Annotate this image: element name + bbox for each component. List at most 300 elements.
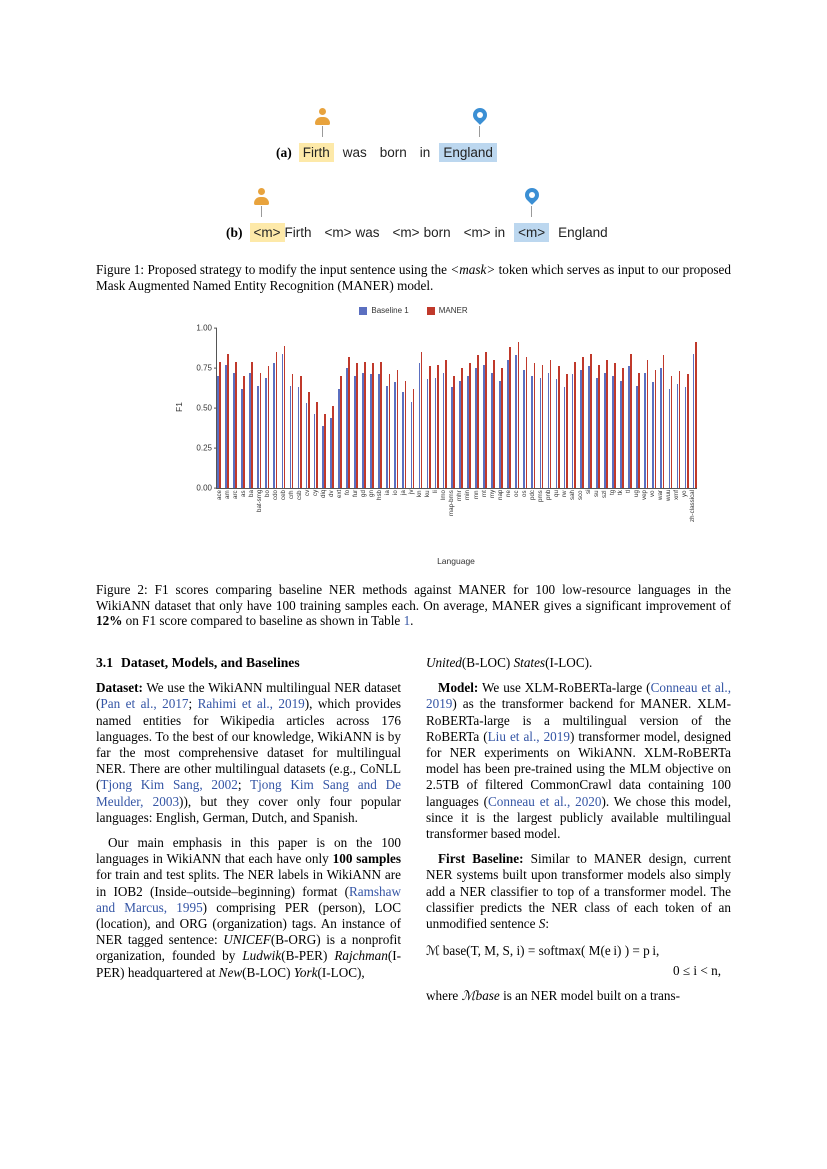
x-tick-label: diq — [320, 490, 328, 499]
x-tick-label: gd — [360, 490, 368, 497]
x-tick-label: su — [592, 490, 600, 497]
bar-group — [660, 328, 664, 488]
token-england: England — [439, 143, 497, 162]
x-tick-label: vo — [648, 490, 656, 497]
x-tick-label: sah — [568, 490, 576, 500]
bar-group — [265, 328, 269, 488]
text-run: (I-LOC), — [317, 964, 365, 980]
token-firth: Firth — [299, 143, 334, 162]
bar-maner — [606, 360, 608, 488]
text-run: We use XLM-RoBERTa-large ( — [478, 680, 651, 696]
bar-maner — [477, 355, 479, 488]
bar-group — [451, 328, 455, 488]
text-run: for train and test splits. The NER labels in WikiANN are in IOB2 (Inside–outside–beginning) format ( — [96, 867, 401, 899]
x-tick-label: hsb — [376, 490, 384, 500]
location-pin-icon — [471, 108, 489, 136]
text-run: Similar to MANER design, current NER systems built upon transformer models also simply add a NER classifier to top of a transformer model. The classifier predicts the NER class of each token of an unmodified sentence — [426, 851, 732, 932]
token-b-born: born — [423, 225, 451, 240]
text-run: is an NER model built on a trans- — [499, 987, 680, 1003]
bar-group — [685, 328, 689, 488]
bar-group — [467, 328, 471, 488]
bar-group — [572, 328, 576, 488]
bar-maner — [679, 371, 681, 488]
token-mask-1: <m> — [250, 223, 285, 242]
bar-maner — [445, 360, 447, 488]
bar-group — [282, 328, 286, 488]
x-tick-label: vep — [640, 490, 648, 500]
paragraph-where-body — [426, 988, 680, 1003]
bar-maner — [316, 402, 318, 488]
paragraph-languages — [96, 835, 401, 981]
token-mask-5: <m> — [514, 223, 549, 242]
token-b-in: in — [494, 225, 506, 240]
bar-maner — [526, 357, 528, 488]
token-b-firth: Firth — [284, 225, 312, 240]
citation-link[interactable]: Conneau et al., 2020 — [488, 793, 602, 809]
section-title: Dataset, Models, and Baselines — [121, 655, 300, 670]
bar-group — [346, 328, 350, 488]
runin-dataset: Dataset: — [96, 680, 143, 696]
token-mask-3: <m> — [392, 225, 420, 240]
bar-maner — [372, 363, 374, 488]
paragraph-continuation — [426, 655, 731, 671]
x-tick-label: bo — [264, 490, 272, 497]
figure1-sentence-a — [276, 143, 502, 162]
bar-maner — [461, 368, 463, 488]
bar-group — [596, 328, 600, 488]
x-tick-label: nap — [496, 490, 504, 501]
bar-maner — [485, 352, 487, 488]
figure-1-caption-text-2: token which serves as input to our proposed Mask Augmented Named Entity Recognition (MANER) model. — [96, 262, 731, 293]
bar-group — [233, 328, 237, 488]
figure-2-caption-text-2: on F1 score compared to baseline as shown in Table — [122, 613, 404, 628]
x-tick-label: bat-smg — [256, 490, 264, 513]
token-mask-2: <m> — [324, 225, 352, 240]
text-run: : — [545, 916, 550, 932]
italic-term: UNICEF — [223, 932, 271, 948]
bar-group — [531, 328, 535, 488]
x-tick-label: tk — [616, 490, 624, 495]
bar-maner — [534, 363, 536, 488]
bar-maner — [622, 368, 624, 488]
y-tick-label: 0.50 — [196, 403, 212, 413]
bar-maner — [655, 370, 657, 488]
equation-constraint: 0 ≤ i < n, — [672, 963, 721, 979]
bar-group — [604, 328, 608, 488]
bar-group — [483, 328, 487, 488]
bar-maner — [227, 354, 229, 488]
x-tick-label: ceb — [280, 490, 288, 500]
legend-swatch-baseline — [359, 307, 367, 315]
y-tick-mark — [214, 408, 217, 409]
x-tick-label: ug — [632, 490, 640, 497]
bar-group — [370, 328, 374, 488]
x-tick-label: wuu — [664, 490, 672, 502]
citation-link[interactable]: Conneau et al., 2019 — [426, 680, 731, 712]
x-tick-label: ace — [216, 490, 223, 500]
x-tick-label: map-bms — [448, 490, 456, 516]
citation-link[interactable]: Pan et al., 2017 — [100, 696, 189, 712]
bar-maner — [276, 352, 278, 488]
x-tick-label: sco — [576, 490, 584, 500]
bar-group — [459, 328, 463, 488]
section-heading — [96, 655, 401, 671]
bar-maner — [380, 362, 382, 488]
bar-maner — [235, 362, 237, 488]
figure-1 — [96, 78, 731, 263]
bar-group — [443, 328, 447, 488]
italic-term: S — [538, 916, 546, 932]
text-run: ) transformer model, designed for NER experiments on WikiANN. XLM-RoBERTa model has been pre-trained using the MLM objective on 2.5TB of filtered CommonCrawl data containing 100 languages ( — [426, 728, 731, 809]
bar-maner — [219, 362, 221, 488]
x-tick-label: pdc — [528, 490, 536, 500]
figure-2-caption-label: Figure 2: — [96, 582, 148, 597]
text-run: ) as the transformer backend for MANER. XLM-RoBERTa-large is a multilingual version of the RoBERTa ( — [426, 696, 731, 744]
citation-link[interactable]: Ramshaw and Marcus, 1995 — [96, 883, 401, 915]
paragraph-dataset — [96, 680, 401, 826]
x-tick-label: gn — [368, 490, 376, 497]
bar-group — [435, 328, 439, 488]
bar-group — [402, 328, 406, 488]
x-tick-label: csb — [296, 490, 304, 500]
bar-group — [427, 328, 431, 488]
bar-group — [548, 328, 552, 488]
bar-group — [411, 328, 415, 488]
bar-group — [354, 328, 358, 488]
text-run: )), but they cover only four popular languages: English, German, Dutch, and Spanish. — [96, 793, 401, 825]
x-tick-label: tg — [608, 490, 616, 496]
math-symbol: ℳbase — [461, 987, 500, 1003]
x-tick-label: ia — [384, 490, 392, 495]
x-tick-label: tl — [624, 490, 632, 494]
legend-label-baseline: Baseline 1 — [371, 306, 409, 315]
x-tick-label: ja — [400, 490, 408, 495]
text-run: ; — [237, 777, 251, 793]
figure-2-caption-bold: 12% — [96, 613, 123, 628]
x-tick-label: ext — [336, 490, 344, 499]
figure1-sentence-b — [226, 223, 617, 242]
bold-term: 100 samples — [332, 851, 401, 867]
text-run: where — [426, 987, 462, 1003]
equation-main: ℳ base(T, M, S, i) = softmax( M(e i) ) = p i, — [426, 943, 660, 959]
person-pin-icon-b — [253, 188, 271, 216]
bar-maner — [509, 347, 511, 488]
bar-group — [362, 328, 366, 488]
figure-1-caption-mask: <mask> — [450, 262, 496, 277]
x-tick-label: ba — [248, 490, 256, 497]
x-tick-label: my — [488, 490, 496, 499]
bar-maner — [437, 365, 439, 488]
text-run: (B-LOC) — [461, 655, 514, 670]
bar-maner — [614, 363, 616, 488]
italic-term: United — [426, 655, 462, 670]
figure-2-caption-table-ref[interactable]: 1 — [403, 613, 411, 628]
x-tick-label: cv — [304, 490, 312, 497]
bar-maner — [421, 352, 423, 488]
bar-group — [386, 328, 390, 488]
bar-group — [330, 328, 334, 488]
x-tick-label: lmo — [440, 490, 448, 500]
bar-group — [298, 328, 302, 488]
bar-group — [507, 328, 511, 488]
x-tick-label: pms — [536, 490, 544, 502]
x-tick-label: kn — [416, 490, 424, 497]
bar-maner — [260, 373, 262, 488]
figure-1-caption — [96, 262, 731, 293]
x-tick-label: mn — [472, 490, 480, 499]
location-pin-icon-b — [523, 188, 541, 216]
chart-legend — [96, 306, 731, 315]
bar-maner — [300, 376, 302, 488]
bar-group — [564, 328, 568, 488]
italic-term: Rajchman — [334, 948, 388, 964]
bar-maner — [243, 376, 245, 488]
bar-group — [669, 328, 673, 488]
token-b-england: England — [558, 225, 608, 240]
x-tick-label: pnb — [544, 490, 552, 501]
bar-group — [612, 328, 616, 488]
italic-term: New — [218, 964, 243, 980]
citation-link[interactable]: Tjong Kim Sang, 2002 — [100, 777, 238, 793]
figure-2-chart — [96, 306, 731, 572]
bar-maner — [364, 362, 366, 488]
bar-group — [257, 328, 261, 488]
text-run: ; — [188, 696, 198, 712]
bar-maner — [598, 365, 600, 488]
x-tick-label: as — [240, 490, 248, 497]
x-tick-label: os — [520, 490, 528, 497]
figure1-row-a-label: (a) — [276, 145, 292, 160]
right-column — [426, 655, 731, 1004]
citation-link[interactable]: Rahimi et al., 2019 — [197, 696, 305, 712]
bar-maner — [687, 374, 689, 488]
bar-group — [580, 328, 584, 488]
text-run: (B-ORG) is a nonprofit organization, founded by — [96, 932, 402, 964]
bar-maner — [630, 354, 632, 488]
figure-2-caption-text-3: . — [410, 613, 414, 628]
bar-maner — [647, 360, 649, 488]
bar-maner — [590, 354, 592, 488]
bar-maner — [469, 363, 471, 488]
x-tick-label: yo — [680, 490, 688, 497]
bar-maner — [332, 406, 334, 488]
bar-maner — [389, 374, 391, 488]
token-mask-4: <m> — [463, 225, 491, 240]
legend-item-maner — [427, 306, 468, 315]
bar-group — [378, 328, 382, 488]
left-column — [96, 655, 401, 981]
bar-group — [314, 328, 318, 488]
text-run: ). We chose this model, since it is the largest publicly available multilingual transformer based model. — [426, 793, 731, 842]
chart-y-axis-label: F1 — [173, 402, 184, 412]
y-tick-label: 0.75 — [196, 363, 212, 373]
x-tick-label: xmf — [672, 490, 680, 500]
bar-maner — [542, 365, 544, 488]
bar-maner — [671, 376, 673, 488]
bar-group — [620, 328, 624, 488]
bar-group — [491, 328, 495, 488]
legend-swatch-maner — [427, 307, 435, 315]
legend-item-baseline — [359, 306, 408, 315]
y-tick-label: 1.00 — [196, 323, 212, 333]
bar-group — [693, 328, 697, 488]
bar-maner — [405, 381, 407, 488]
bar-group — [644, 328, 648, 488]
token-was: was — [342, 145, 367, 160]
paragraph-first-baseline — [426, 851, 731, 932]
x-tick-label: mt — [480, 490, 488, 497]
bar-maner — [638, 373, 640, 488]
bar-group — [475, 328, 479, 488]
x-tick-label: szl — [600, 490, 608, 498]
bar-group — [419, 328, 423, 488]
bar-group — [338, 328, 342, 488]
bar-group — [249, 328, 253, 488]
bar-maner — [348, 357, 350, 488]
bar-maner — [582, 357, 584, 488]
figure-2-caption-text-1: F1 scores comparing baseline NER methods against MANER for 100 low-resource languages in the WikiANN dataset that only have 100 training samples each. On average, MANER gives a significant improvement of — [96, 582, 731, 613]
paragraph-where — [426, 988, 731, 1004]
bar-maner — [413, 389, 415, 488]
chart-x-ticks — [216, 490, 696, 552]
bar-maner — [397, 370, 399, 488]
bar-maner — [558, 366, 560, 488]
x-tick-label: cdo — [272, 490, 280, 500]
text-run: ), which provides named entities for Wikipedia articles across 176 languages. To the best of our knowledge, WikiANN is by far the most comprehensive dataset for multilingual NER. There are other multilingual datasets (e.g., CoNLL ( — [96, 696, 401, 793]
chart-x-axis-label: Language — [437, 556, 475, 566]
bar-maner — [518, 342, 520, 488]
bar-group — [306, 328, 310, 488]
x-tick-label: si — [584, 490, 592, 495]
x-tick-label: arc — [232, 490, 240, 499]
bar-maner — [308, 392, 310, 488]
x-tick-label: zh-classical — [688, 490, 696, 522]
x-tick-label: crh — [288, 490, 296, 499]
text-run: (I-LOC). — [545, 655, 593, 670]
italic-term: States — [513, 655, 546, 670]
figure-1-caption-label: Figure 1: — [96, 262, 145, 277]
runin-first-baseline: First Baseline: — [438, 851, 524, 867]
bar-maner — [501, 368, 503, 488]
bar-group — [290, 328, 294, 488]
bar-group — [394, 328, 398, 488]
token-born: born — [379, 145, 407, 160]
x-tick-label: ku — [424, 490, 432, 497]
bar-maner — [429, 366, 431, 488]
x-tick-label: war — [656, 490, 664, 500]
x-tick-label: fur — [352, 490, 360, 498]
bar-maner — [453, 376, 455, 488]
bar-group — [217, 328, 221, 488]
runin-model: Model: — [438, 680, 479, 696]
citation-link[interactable]: Tjong Kim Sang and De Meulder, 2003 — [96, 777, 401, 809]
bar-maner — [251, 362, 253, 488]
bar-group — [636, 328, 640, 488]
paragraph-dataset-body — [96, 680, 401, 825]
bar-group — [588, 328, 592, 488]
token-b-was: was — [355, 225, 380, 240]
x-tick-label: jv — [408, 490, 416, 495]
bar-maner — [550, 360, 552, 488]
bar-maner — [324, 414, 326, 488]
y-tick-mark — [214, 448, 217, 449]
bar-maner — [292, 374, 294, 488]
bar-maner — [695, 342, 697, 488]
x-tick-label: cy — [312, 490, 320, 497]
chart-bars — [217, 328, 697, 488]
x-tick-label: li — [432, 490, 440, 493]
bar-group — [225, 328, 229, 488]
token-in: in — [419, 145, 431, 160]
bar-group — [652, 328, 656, 488]
paragraph-model — [426, 680, 731, 842]
bar-maner — [574, 362, 576, 488]
figure-1-caption-text-1: Proposed strategy to modify the input sentence using the — [144, 262, 451, 277]
bar-maner — [356, 363, 358, 488]
text-run: ) comprising PER (person), LOC (location), and ORG (organization) tags. An instance of NER tagged sentence: — [96, 899, 402, 948]
bar-group — [523, 328, 527, 488]
x-tick-label: ne — [504, 490, 512, 497]
x-tick-label: fo — [344, 490, 352, 496]
bar-maner — [663, 355, 665, 488]
person-pin-icon — [314, 108, 332, 136]
text-run: We use the WikiANN multilingual NER dataset ( — [96, 680, 401, 712]
x-tick-label: am — [224, 490, 232, 499]
bar-group — [241, 328, 245, 488]
bar-maner — [340, 376, 342, 488]
bar-group — [556, 328, 560, 488]
y-tick-mark — [214, 328, 217, 329]
italic-term: York — [293, 964, 318, 980]
y-tick-mark — [214, 368, 217, 369]
bar-group — [273, 328, 277, 488]
paragraph-model-body — [426, 680, 731, 841]
bar-maner — [493, 360, 495, 488]
section-number: 3.1 — [96, 655, 113, 670]
text-run: (I-PER) headquartered at — [96, 948, 402, 980]
text-run: (B-LOC) — [242, 964, 294, 980]
bar-group — [677, 328, 681, 488]
bar-group — [540, 328, 544, 488]
bar-maner — [284, 346, 286, 488]
y-tick-label: 0.00 — [196, 483, 212, 493]
bar-group — [628, 328, 632, 488]
legend-label-maner: MANER — [438, 306, 468, 315]
x-tick-label: min — [464, 490, 472, 500]
x-tick-label: qu — [552, 490, 560, 497]
x-tick-label: io — [392, 490, 400, 495]
bar-group — [515, 328, 519, 488]
bar-maner — [268, 366, 270, 488]
bar-maner — [566, 374, 568, 488]
x-tick-label: dv — [328, 490, 336, 497]
bar-group — [322, 328, 326, 488]
text-run: (B-PER) — [281, 948, 335, 964]
paragraph-continuation-body — [426, 655, 592, 670]
x-tick-label: mhr — [456, 490, 464, 501]
italic-term: Ludwik — [242, 948, 282, 964]
y-tick-mark — [214, 488, 217, 489]
figure1-row-b-label: (b) — [226, 225, 243, 240]
paragraph-languages-body — [96, 835, 401, 980]
x-tick-label: oc — [512, 490, 520, 497]
bar-group — [499, 328, 503, 488]
y-tick-label: 0.25 — [196, 443, 212, 453]
figure-2-caption — [96, 582, 731, 629]
citation-link[interactable]: Liu et al., 2019 — [487, 728, 570, 744]
text-run: Our main emphasis in this paper is on the 100 languages in WikiANN that each have only — [96, 835, 401, 867]
x-tick-label: rw — [560, 490, 568, 497]
